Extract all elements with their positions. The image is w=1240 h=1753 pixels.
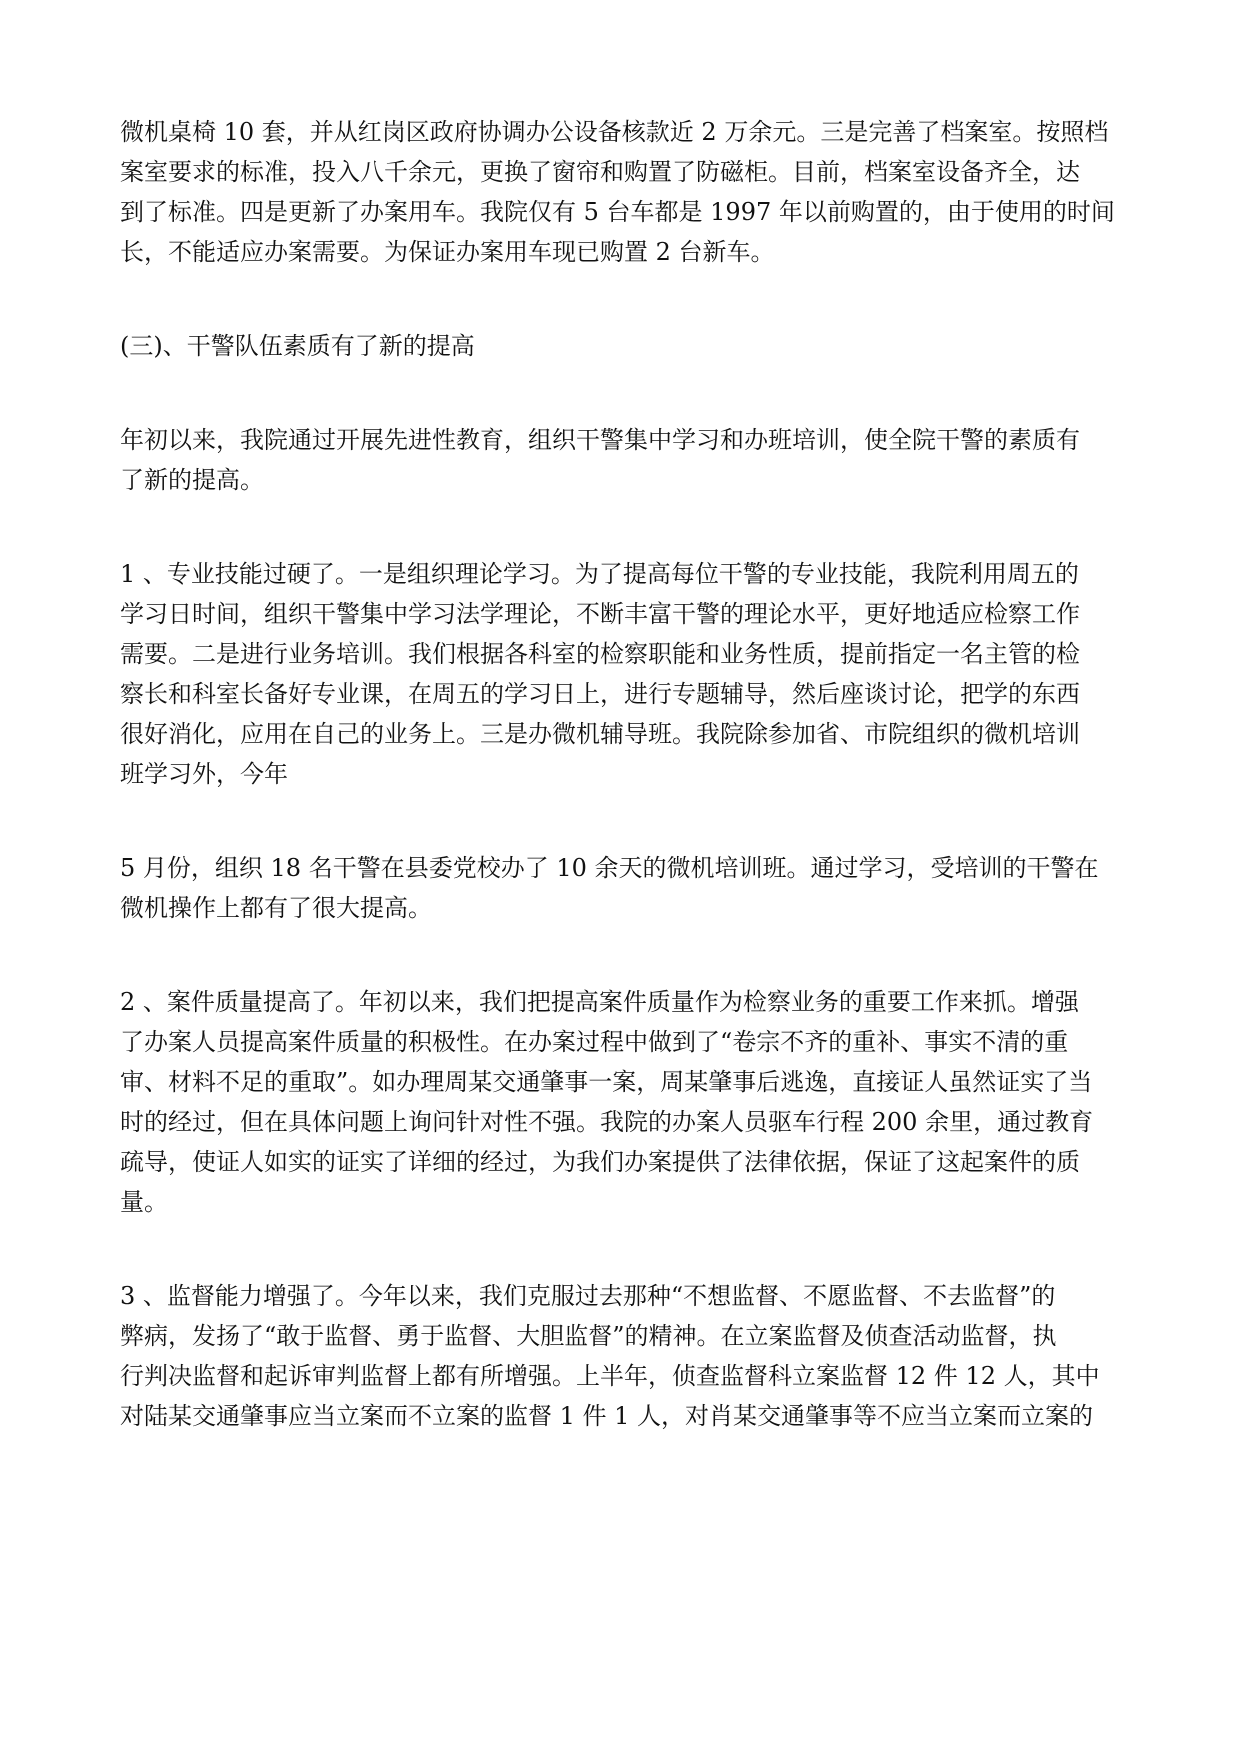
text-line: 微机操作上都有了很大提高。 <box>120 894 432 922</box>
paragraph-gap <box>120 366 1130 420</box>
heading-line: (三)、干警队伍素质有了新的提高 <box>120 332 475 360</box>
text-line: 2 、案件质量提高了。年初以来，我们把提高案件质量作为检察业务的重要工作来抓。增强 <box>120 988 1079 1016</box>
text-line: 班学习外，今年 <box>120 760 288 788</box>
text-line: 了新的提高。 <box>120 466 264 494</box>
text-line: 察长和科室长备好专业课，在周五的学习日上，进行专题辅导，然后座谈讨论，把学的东西 <box>120 680 1080 708</box>
section-heading <box>120 326 1130 366</box>
text-line: 微机桌椅 10 套，并从红岗区政府协调办公设备核款近 2 万余元。三是完善了档案室。按照档 <box>120 118 1109 146</box>
paragraph-office-equipment <box>120 112 1130 272</box>
paragraph-training <box>120 848 1130 928</box>
text-line: 很好消化，应用在自己的业务上。三是办微机辅导班。我院除参加省、市院组织的微机培训 <box>120 720 1080 748</box>
text-line: 弊病，发扬了“敢于监督、勇于监督、大胆监督”的精神。在立案监督及侦查活动监督，执 <box>120 1322 1057 1350</box>
text-line: 疏导，使证人如实的证实了详细的经过，为我们办案提供了法律依据，保证了这起案件的质 <box>120 1148 1080 1176</box>
text-line: 案室要求的标准，投入八千余元，更换了窗帘和购置了防磁柜。目前，档案室设备齐全，达 <box>120 158 1080 186</box>
paragraph-skills <box>120 554 1130 794</box>
text-line: 学习日时间，组织干警集中学习法学理论，不断丰富干警的理论水平，更好地适应检察工作 <box>120 600 1080 628</box>
text-line: 长，不能适应办案需要。为保证办案用车现已购置 2 台新车。 <box>120 238 775 266</box>
text-line: 审、材料不足的重取”。如办理周某交通肇事一案，周某肇事后逃逸，直接证人虽然证实了当 <box>120 1068 1093 1096</box>
paragraph-supervision <box>120 1276 1130 1436</box>
text-line: 了办案人员提高案件质量的积极性。在办案过程中做到了“卷宗不齐的重补、事实不清的重 <box>120 1028 1069 1056</box>
paragraph-gap <box>120 1222 1130 1276</box>
paragraph-case-quality <box>120 982 1130 1222</box>
text-line: 需要。二是进行业务培训。我们根据各科室的检察职能和业务性质，提前指定一名主管的检 <box>120 640 1080 668</box>
document-page <box>120 112 1130 1436</box>
text-line: 对陆某交通肇事应当立案而不立案的监督 1 件 1 人，对肖某交通肇事等不应当立案而立案的 <box>120 1402 1094 1430</box>
text-line: 量。 <box>120 1188 168 1216</box>
text-line: 5 月份，组织 18 名干警在县委党校办了 10 余天的微机培训班。通过学习，受培训的干警在 <box>120 854 1099 882</box>
paragraph-gap <box>120 928 1130 982</box>
paragraph-gap <box>120 500 1130 554</box>
text-line: 3 、监督能力增强了。今年以来，我们克服过去那种“不想监督、不愿监督、不去监督”的 <box>120 1282 1056 1310</box>
text-line: 行判决监督和起诉审判监督上都有所增强。上半年，侦查监督科立案监督 12 件 12 人，其中 <box>120 1362 1100 1390</box>
text-line: 到了标准。四是更新了办案用车。我院仅有 5 台车都是 1997 年以前购置的，由于使用的时间 <box>120 198 1115 226</box>
text-line: 1 、专业技能过硬了。一是组织理论学习。为了提高每位干警的专业技能，我院利用周五的 <box>120 560 1079 588</box>
text-line: 时的经过，但在具体问题上询问针对性不强。我院的办案人员驱车行程 200 余里，通过教育 <box>120 1108 1094 1136</box>
paragraph-gap <box>120 794 1130 848</box>
text-line: 年初以来，我院通过开展先进性教育，组织干警集中学习和办班培训，使全院干警的素质有 <box>120 426 1080 454</box>
paragraph-intro <box>120 420 1130 500</box>
paragraph-gap <box>120 272 1130 326</box>
